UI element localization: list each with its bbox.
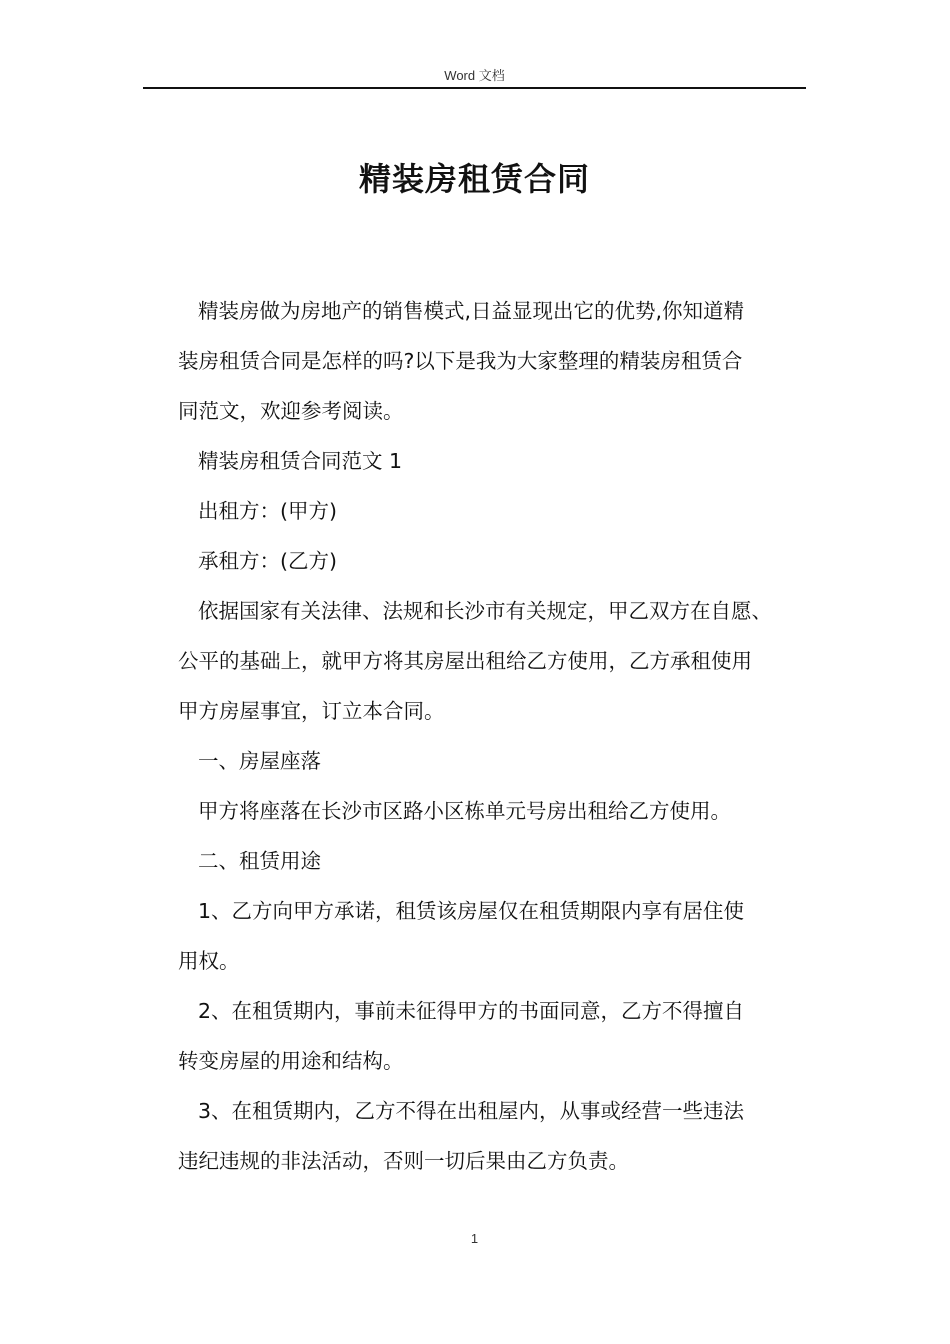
paragraph-line: 精装房做为房地产的销售模式,日益显现出它的优势,你知道精 — [198, 299, 745, 323]
paragraph-line: 公平的基础上，就甲方将其房屋出租给乙方使用，乙方承租使用 — [178, 649, 752, 673]
document-title: 精装房租赁合同 — [358, 160, 590, 198]
party-lessor: 出租方：(甲方) — [198, 499, 337, 523]
document-body — [178, 286, 818, 1186]
paragraph-line: 同范文，欢迎参考阅读。 — [178, 399, 404, 423]
clause-heading: 一、房屋座落 — [198, 749, 321, 773]
section-heading: 精装房租赁合同范文 1 — [198, 449, 403, 473]
header-divider — [143, 87, 806, 89]
clause-heading: 二、租赁用途 — [198, 849, 321, 873]
party-lessee: 承租方：(乙方) — [198, 549, 337, 573]
paragraph-line: 甲方房屋事宜，订立本合同。 — [178, 699, 445, 723]
list-item-continuation: 转变房屋的用途和结构。 — [178, 1049, 404, 1073]
list-item: 2、在租赁期内，事前未征得甲方的书面同意，乙方不得擅自 — [198, 999, 745, 1023]
list-item-continuation: 用权。 — [178, 949, 240, 973]
paragraph-line: 依据国家有关法律、法规和长沙市有关规定，甲乙双方在自愿、 — [198, 599, 772, 623]
list-item-continuation: 违纪违规的非法活动，否则一切后果由乙方负责。 — [178, 1149, 629, 1173]
list-item: 3、在租赁期内，乙方不得在出租屋内，从事或经营一些违法 — [198, 1099, 745, 1123]
paragraph-line: 甲方将座落在长沙市区路小区栋单元号房出租给乙方使用。 — [198, 799, 731, 823]
page-number: 1 — [470, 1231, 479, 1246]
page-header: Word 文档 — [444, 68, 505, 83]
list-item: 1、乙方向甲方承诺，租赁该房屋仅在租赁期限内享有居住使 — [198, 899, 745, 923]
paragraph-line: 装房租赁合同是怎样的吗?以下是我为大家整理的精装房租赁合 — [178, 349, 743, 373]
